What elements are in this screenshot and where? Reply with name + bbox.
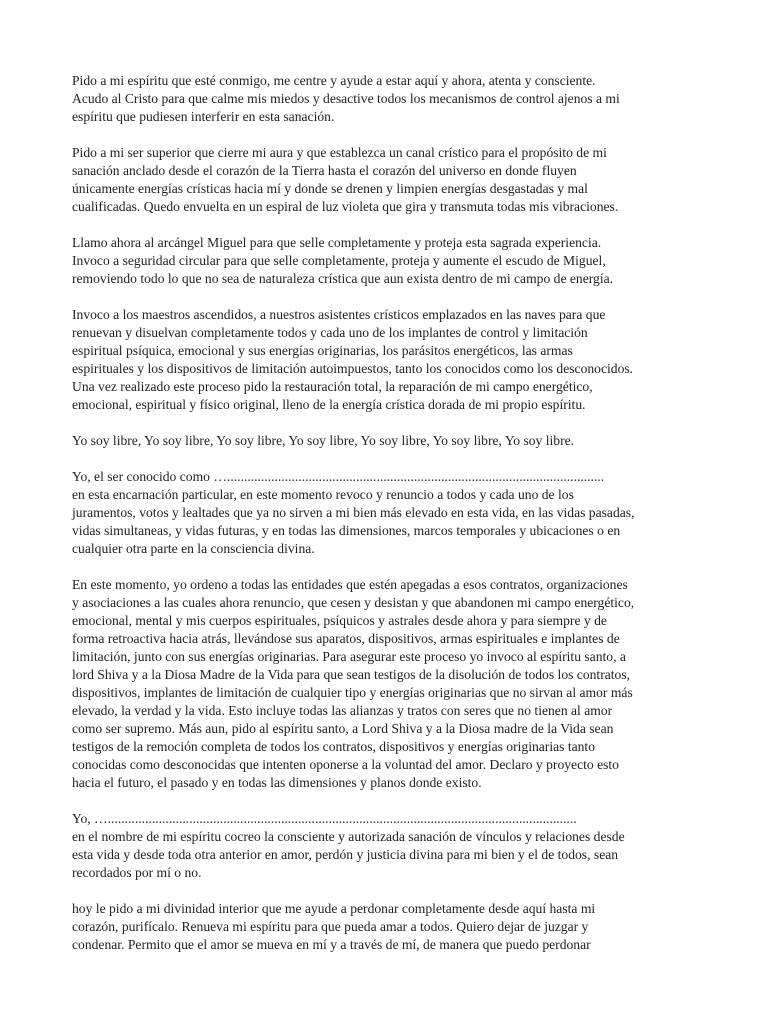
text-line: conocidas como desconocidas que intenten oponerse a la voluntad del amor. Declaro y proyecto esto: [72, 757, 619, 772]
document-page: [72, 72, 702, 954]
text-line: Llamo ahora al arcángel Miguel para que selle completamente y proteja esta sagrada experiencia.: [72, 235, 602, 250]
text-line: Yo, el ser conocido como …...............................................................................................................: [72, 469, 605, 484]
text-line: y asociaciones a las cuales ahora renuncio, que cesen y desistan y que abandonen mi campo energético,: [72, 595, 635, 610]
text-line: forma retroactiva hacia atrás, llevándose sus aparatos, dispositivos, armas espirituales e implantes de: [72, 631, 620, 646]
text-line: En este momento, yo ordeno a todas las entidades que estén apegadas a esos contratos, organizaciones: [72, 577, 628, 592]
text-line: únicamente energías crísticas hacia mí y donde se drenen y limpien energías desgastadas y mal: [72, 181, 588, 196]
text-line: espirituales y los dispositivos de limitación autoimpuestos, tanto los conocidos como los desconocidos.: [72, 361, 634, 376]
text-line: sanación anclado desde el corazón de la Tierra hasta el corazón del universo en donde fluyen: [72, 163, 577, 178]
paragraph-2: [72, 144, 702, 216]
text-line: vidas simultaneas, y vidas futuras, y en todas las dimensiones, marcos temporales y ubicaciones o en: [72, 523, 621, 538]
paragraph-5: [72, 432, 702, 450]
text-line: espíritu que pudiesen interferir en esta sanación.: [72, 109, 335, 124]
text-line: espiritual psíquica, emocional y sus energías originarias, los parásitos energéticos, las armas: [72, 343, 573, 358]
text-line: elevado, la verdad y la vida. Esto incluye todas las alianzas y tratos con seres que no tienen al amor: [72, 703, 613, 718]
text-line: emocional, espiritual y físico original, lleno de la energía crística dorada de mi propio espíritu.: [72, 397, 586, 412]
text-line: Yo soy libre, Yo soy libre, Yo soy libre, Yo soy libre, Yo soy libre, Yo soy libre, Yo soy libre.: [72, 433, 575, 448]
paragraph-3: [72, 234, 702, 288]
text-line: Invoco a seguridad circular para que selle completamente, proteja y aumente el escudo de Miguel,: [72, 253, 606, 268]
text-line: Acudo al Cristo para que calme mis miedos y desactive todos los mecanismos de control ajenos a mi: [72, 91, 620, 106]
text-line: en esta encarnación particular, en este momento revoco y renuncio a todos y cada uno de los: [72, 487, 574, 502]
text-line: limitación, junto con sus energías originarias. Para asegurar este proceso yo invoco al espíritu santo, a: [72, 649, 626, 664]
text-line: cualquier otra parte en la consciencia divina.: [72, 541, 315, 556]
text-line: Yo, …..........................................................................................................................................: [72, 811, 577, 826]
text-line: cualificadas. Quedo envuelta en un espiral de luz violeta que gira y transmuta todas mis vibraciones.: [72, 199, 619, 214]
text-line: Pido a mi espíritu que esté conmigo, me centre y ayude a estar aquí y ahora, atenta y consciente.: [72, 73, 596, 88]
text-line: renuevan y disuelvan completamente todos y cada uno de los implantes de control y limitación: [72, 325, 588, 340]
text-line: emocional, mental y mis cuerpos espirituales, psíquicos y astrales desde ahora y para siempre y de: [72, 613, 607, 628]
text-line: como ser supremo. Más aun, pido al espíritu santo, a Lord Shiva y a la Diosa madre de la Vida sean: [72, 721, 614, 736]
text-line: condenar. Permito que el amor se mueva en mí y a través de mí, de manera que puedo perdonar: [72, 937, 591, 952]
paragraph-9: [72, 900, 702, 954]
text-line: en el nombre de mi espíritu cocreo la consciente y autorizada sanación de vínculos y relaciones desde: [72, 829, 625, 844]
text-line: hacia el futuro, el pasado y en todas las dimensiones y planos donde existo.: [72, 775, 482, 790]
text-line: lord Shiva y a la Diosa Madre de la Vida para que sean testigos de la disolución de todos los contratos,: [72, 667, 631, 682]
text-line: Una vez realizado este proceso pido la restauración total, la reparación de mi campo energético,: [72, 379, 593, 394]
paragraph-1: [72, 72, 702, 126]
paragraph-7: [72, 576, 702, 792]
paragraph-8: [72, 810, 702, 882]
text-line: esta vida y desde toda otra anterior en amor, perdón y justicia divina para mi bien y el de todos, sean: [72, 847, 619, 862]
paragraph-4: [72, 306, 702, 414]
text-line: recordados por mí o no.: [72, 865, 202, 880]
paragraph-6: [72, 468, 702, 558]
text-line: hoy le pido a mi divinidad interior que me ayude a perdonar completamente desde aquí hasta mi: [72, 901, 596, 916]
text-line: corazón, purifícalo. Renueva mi espíritu para que pueda amar a todos. Quiero dejar de juzgar y: [72, 919, 589, 934]
text-line: Invoco a los maestros ascendidos, a nuestros asistentes crísticos emplazados en las naves para que: [72, 307, 606, 322]
text-line: juramentos, votos y lealtades que ya no sirven a mi bien más elevado en esta vida, en las vidas pasadas,: [72, 505, 635, 520]
text-line: Pido a mi ser superior que cierre mi aura y que establezca un canal crístico para el propósito de mi: [72, 145, 607, 160]
text-line: dispositivos, implantes de limitación de cualquier tipo y energías originarias que no sirvan al amor más: [72, 685, 633, 700]
text-line: removiendo todo lo que no sea de naturaleza crística que aun exista dentro de mi campo de energía.: [72, 271, 614, 286]
text-line: testigos de la remoción completa de todos los contratos, dispositivos y energías originarias tanto: [72, 739, 596, 754]
